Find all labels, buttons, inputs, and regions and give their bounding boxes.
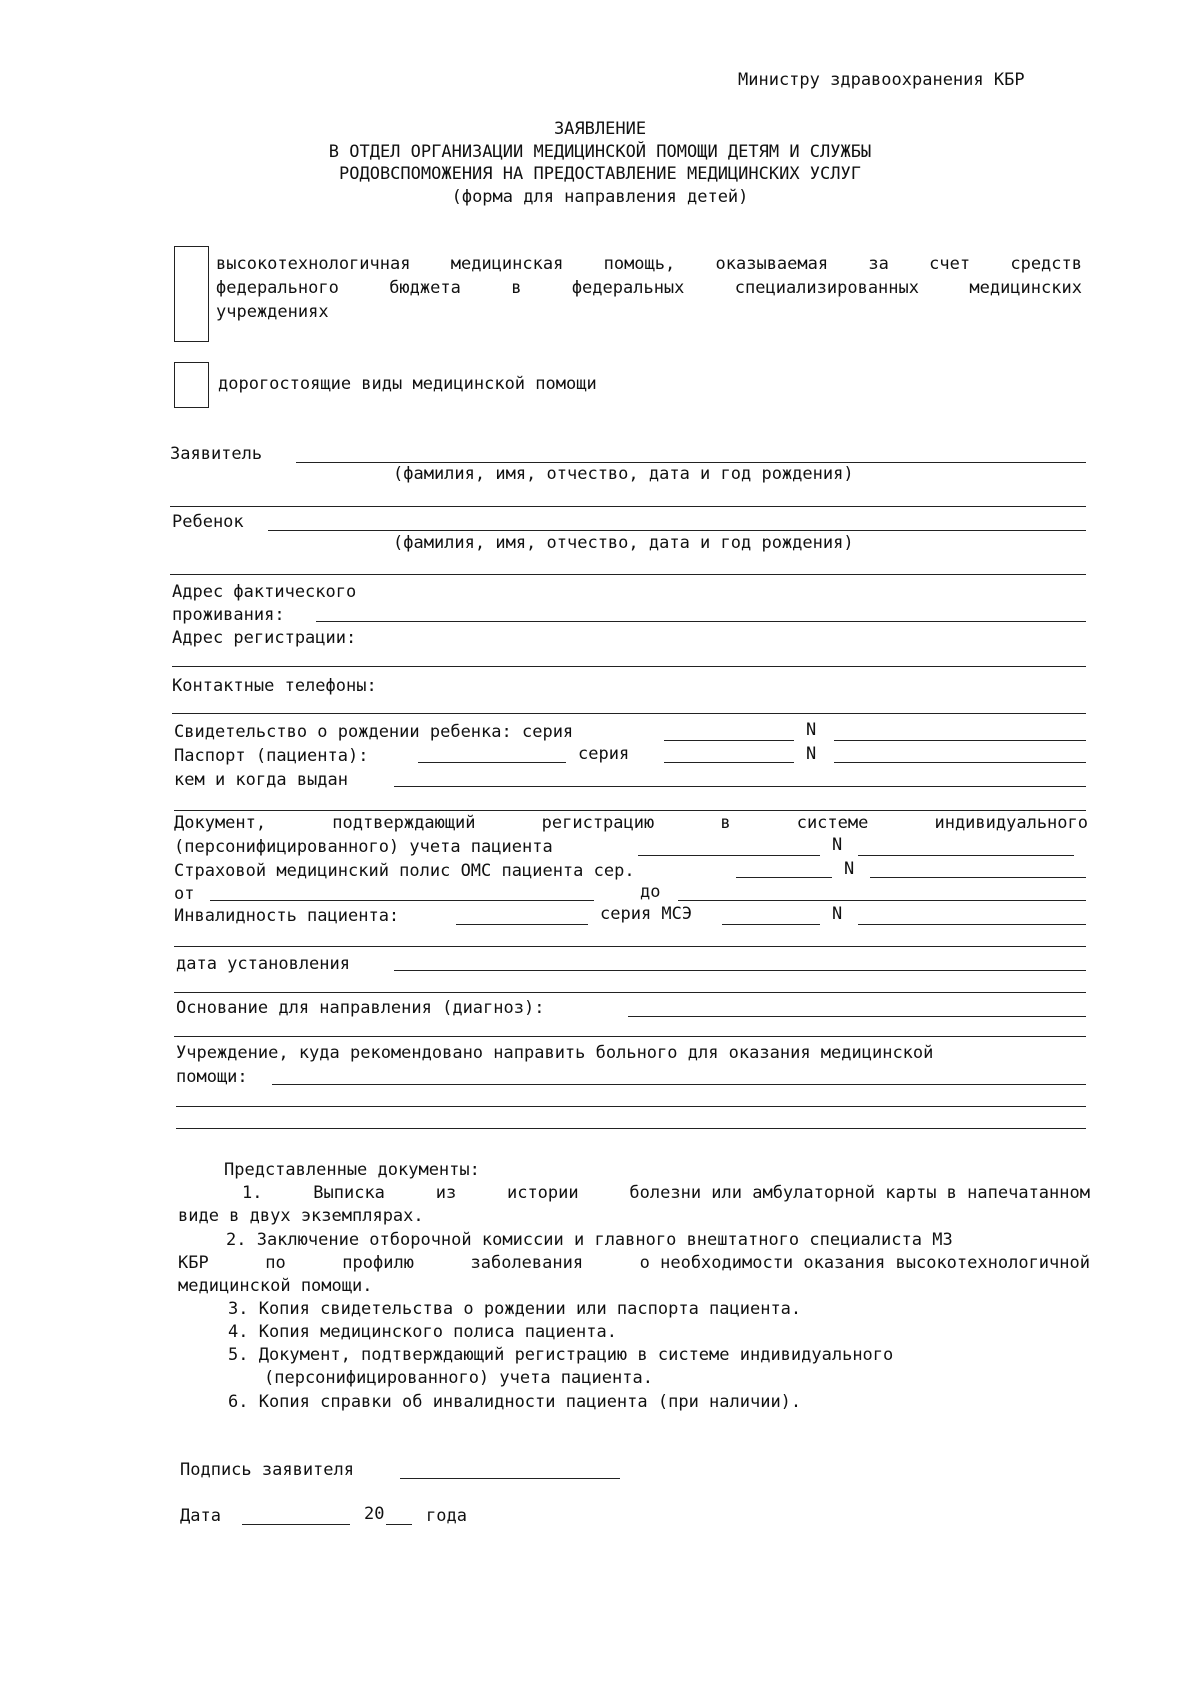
documents-item-2-line-1: 2. Заключение отборочной комиссии и главного внештатного специалиста МЗ <box>226 1230 953 1250</box>
passport-field[interactable] <box>418 762 566 763</box>
documents-item-3: 3. Копия свидетельства о рождении или паспорта пациента. <box>228 1299 802 1319</box>
passport-series-field[interactable] <box>664 762 794 763</box>
reg-doc-line-2: (персонифицированного) учета пациента <box>174 837 553 857</box>
documents-item-5-line-1: 5. Документ, подтверждающий регистрацию в системе индивидуального <box>228 1345 894 1365</box>
policy-label: Страховой медицинский полис ОМС пациента сер. <box>174 861 635 881</box>
child-hint: (фамилия, имя, отчество, дата и год рождения) <box>393 533 854 553</box>
issued-label: кем и когда выдан <box>174 770 348 790</box>
from-field[interactable] <box>210 900 594 901</box>
heading-line-3: РОДОВСПОМОЖЕНИЯ НА ПРЕДОСТАВЛЕНИЕ МЕДИЦИНСКИХ УСЛУГ <box>339 164 861 184</box>
phones-label: Контактные телефоны: <box>172 676 377 696</box>
reg-doc-n-label: N <box>832 835 843 855</box>
high-tech-line-2: федерального бюджета в федеральных специализированных медицинских <box>216 278 1082 298</box>
signature-label: Подпись заявителя <box>180 1460 354 1480</box>
address-actual-label-1: Адрес фактического <box>172 582 357 602</box>
documents-item-4: 4. Копия медицинского полиса пациента. <box>228 1322 617 1342</box>
documents-item-5-line-2: (персонифицированного) учета пациента. <box>264 1368 653 1388</box>
institution-field-2[interactable] <box>176 1106 1086 1107</box>
reason-field[interactable] <box>628 1016 1086 1017</box>
expensive-label: дорогостоящие виды медицинской помощи <box>218 374 597 394</box>
mse-number-field[interactable] <box>858 924 1086 925</box>
applicant-field-2[interactable] <box>170 506 1086 507</box>
year-field[interactable] <box>386 1524 412 1525</box>
policy-number-field[interactable] <box>870 877 1086 878</box>
mse-series-field[interactable] <box>722 924 820 925</box>
passport-series-label: серия <box>578 744 630 764</box>
child-field-2[interactable] <box>170 574 1086 575</box>
address-reg-label: Адрес регистрации: <box>172 628 357 648</box>
address-reg-field[interactable] <box>172 666 1086 667</box>
est-date-field[interactable] <box>394 970 1086 971</box>
policy-n-label: N <box>844 859 855 879</box>
mse-n-label: N <box>832 904 843 924</box>
documents-item-1-line-2: виде в двух экземплярах. <box>178 1206 424 1226</box>
est-date-label: дата установления <box>176 954 350 974</box>
year-suffix: года <box>426 1506 467 1526</box>
birth-cert-n-label: N <box>806 720 817 740</box>
disability-field-2[interactable] <box>174 946 1086 947</box>
expensive-checkbox[interactable] <box>174 362 209 408</box>
reason-label: Основание для направления (диагноз): <box>176 998 545 1018</box>
addressee: Министру здравоохранения КБР <box>738 70 1025 90</box>
policy-series-field[interactable] <box>736 877 832 878</box>
high-tech-checkbox[interactable] <box>174 246 209 342</box>
reg-doc-line-1: Документ, подтверждающий регистрацию в системе индивидуального <box>174 813 1088 833</box>
signature-field[interactable] <box>400 1478 620 1479</box>
birth-cert-series-field[interactable] <box>664 740 794 741</box>
birth-cert-label: Свидетельство о рождении ребенка: серия <box>174 722 574 742</box>
from-label: от <box>174 884 195 904</box>
documents-item-2-line-3: медицинской помощи. <box>178 1276 373 1296</box>
address-actual-field[interactable] <box>316 621 1086 622</box>
phones-field[interactable] <box>172 713 1086 714</box>
mse-series-label: серия МСЭ <box>600 904 693 924</box>
disability-field[interactable] <box>456 924 588 925</box>
address-actual-label-2: проживания: <box>172 605 285 625</box>
reg-doc-field[interactable] <box>638 855 820 856</box>
applicant-field[interactable] <box>296 462 1086 463</box>
to-field[interactable] <box>678 900 1086 901</box>
applicant-label: Заявитель <box>170 444 263 464</box>
year-prefix: 20 <box>364 1504 385 1524</box>
birth-cert-number-field[interactable] <box>834 740 1086 741</box>
issued-field-2[interactable] <box>174 810 1086 811</box>
reg-doc-number-field[interactable] <box>858 855 1074 856</box>
issued-field[interactable] <box>394 786 1086 787</box>
institution-field-3[interactable] <box>176 1128 1086 1129</box>
reason-field-2[interactable] <box>174 1036 1086 1037</box>
passport-n-label: N <box>806 744 817 764</box>
est-date-field-2[interactable] <box>174 992 1086 993</box>
high-tech-line-1: высокотехнологичная медицинская помощь, оказываемая за счет средств <box>216 254 1082 274</box>
high-tech-line-3: учреждениях <box>216 302 329 322</box>
child-label: Ребенок <box>172 512 244 532</box>
heading-line-2: В ОТДЕЛ ОРГАНИЗАЦИИ МЕДИЦИНСКОЙ ПОМОЩИ ДЕТЯМ И СЛУЖБЫ <box>328 142 872 162</box>
child-field[interactable] <box>268 530 1086 531</box>
institution-field[interactable] <box>272 1084 1086 1085</box>
passport-label: Паспорт (пациента): <box>174 746 369 766</box>
disability-label: Инвалидность пациента: <box>174 906 400 926</box>
documents-item-2-line-2: КБР по профилю заболевания о необходимости оказания высокотехнологичной <box>178 1253 1090 1273</box>
documents-item-1-line-1: 1. Выписка из истории болезни или амбулаторной карты в напечатанном <box>242 1183 1090 1203</box>
institution-line-2: помощи: <box>176 1067 248 1087</box>
institution-line-1: Учреждение, куда рекомендовано направить больного для оказания медицинской <box>176 1043 934 1063</box>
heading-title: ЗАЯВЛЕНИЕ <box>553 119 647 139</box>
documents-item-6: 6. Копия справки об инвалидности пациента (при наличии). <box>228 1392 802 1412</box>
date-field[interactable] <box>242 1524 350 1525</box>
passport-number-field[interactable] <box>834 762 1086 763</box>
date-label: Дата <box>180 1506 221 1526</box>
documents-title: Представленные документы: <box>224 1160 480 1180</box>
to-label: до <box>640 882 661 902</box>
applicant-hint: (фамилия, имя, отчество, дата и год рождения) <box>393 464 854 484</box>
heading-subtitle: (форма для направления детей) <box>451 187 749 207</box>
